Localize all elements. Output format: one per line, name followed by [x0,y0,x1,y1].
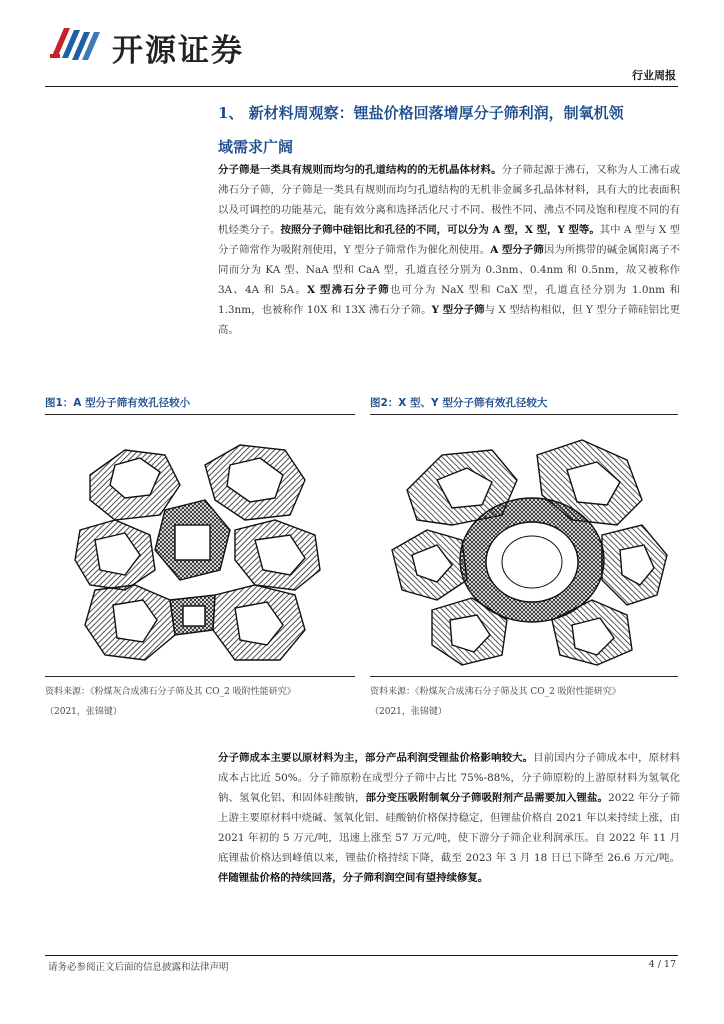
page-number: 4 / 17 [648,959,676,970]
figure-1-a-type-zeolite-structure [55,420,345,670]
lead-sentence: 分子筛是一类具有规则而均匀的孔道结构的的无机晶体材料。 [218,164,502,176]
header-divider [45,86,678,87]
paragraph-molecular-sieve-intro [218,160,680,340]
conclusion-sentence: 伴随锂盐价格的持续回落，分子筛利润空间有望持续修复。 [218,872,489,884]
term-x-type: X 型沸石分子筛 [307,284,390,296]
body-text: 因为所携带的碱金属阳离子不同而分为 KA 型、NaA 型和 CaA 型，孔道直径分别为 0.3nm、0.4nm 和 0.5nm，故又被称作 3A、4A 和 5A。 [218,244,680,296]
body-text: 目前国内分子筛成本中，原材料成本占比近 50%。分子筛原粉在成型分子筛中占比 75%-88%，分子筛原粉的上游原材料为氢氧化钠、氢氧化铝、和固体硅酸钠， [218,752,681,804]
body-text: 2022 年分子筛上游主要原材料中烧碱、氢氧化铝、硅酸钠价格保持稳定，但锂盐价格自 2021 年以来持续上涨，由 2021 年初的 5 万元/吨，迅速上涨至 57 万元/吨，使下游分子筛企业利润承压。自 2022 年 11 月底锂盐价格达到峰值以来，锂盐价格持续下降，截至 2023 年 3 月 18 日已下降至 26.6 万元/吨。 [218,792,681,864]
report-type: 行业周报 [632,69,676,82]
section-heading-continued: 域需求广阔 [218,138,294,156]
figure-2-bottom-rule [370,676,678,677]
figure-2-xy-type-zeolite-structure [382,420,672,670]
footer-disclaimer: 请务必参阅正文后面的信息披露和法律声明 [48,962,229,973]
body-text: 也可分为 NaX 型和 CaX 型，孔道直径分别为 1.0nm 和 1.3nm，也被称作 10X 和 13X 沸石分子筛。 [218,284,680,316]
figure-2-title: 图2：X 型、Y 型分子筛有效孔径较大 [370,397,548,409]
figure-1-top-rule [45,414,355,415]
figure-1-source-line1: 资料来源：《粉煤灰合成沸石分子筛及其 CO_2 吸附性能研究》 [45,687,296,697]
company-logo [50,22,280,69]
figure-1-source-line2: （2021，张锦键） [45,707,122,717]
logo-text: 开源证券 [112,33,244,69]
figure-2-source-line2: （2021，张锦键） [370,707,447,717]
paragraph-cost-structure [218,748,680,888]
figure-2-source [370,682,670,722]
term-y-type: Y 型分子筛 [431,304,485,316]
lead-sentence: 分子筛成本主要以原材料为主，部分产品利润受锂盐价格影响较大。 [218,752,534,764]
figure-1-title: 图1：A 型分子筛有效孔径较小 [45,397,191,409]
body-text: 与 X 型结构相似，但 Y 型分子筛硅铝比更高。 [218,304,680,336]
section-heading: 1、 新材料周观察：锂盐价格回落增厚分子筛利润，制氧机领 [218,104,624,122]
figure-1-source [45,682,345,722]
key-sentence: 部分变压吸附制氧分子筛吸附剂产品需要加入锂盐。 [365,792,609,804]
body-text: 分子筛起源于沸石，又称为人工沸石或沸石分子筛，分子筛是一类具有规则而均匀孔道结构的无机非金属多孔晶体材料，具有大的比表面积以及可调控的功能基元，能有效分离和选择活化尺寸不同、极性不同、沸点不同及饱和程度不同的有机烃类分子。 [218,164,681,236]
figure-2-source-line1: 资料来源：《粉煤灰合成沸石分子筛及其 CO_2 吸附性能研究》 [370,687,621,697]
term-a-type: A 型分子筛 [490,244,544,256]
logo-mark-icon [50,24,106,64]
body-text: 其中 A 型与 X 型分子筛常作为吸附剂使用，Y 型分子筛常作为催化剂使用。 [218,224,680,256]
key-sentence: 按照分子筛中硅铝比和孔径的不同，可以分为 A 型，X 型，Y 型等。 [280,224,600,236]
figure-2-top-rule [370,414,678,415]
footer-divider [45,955,678,956]
figure-1-bottom-rule [45,676,355,677]
